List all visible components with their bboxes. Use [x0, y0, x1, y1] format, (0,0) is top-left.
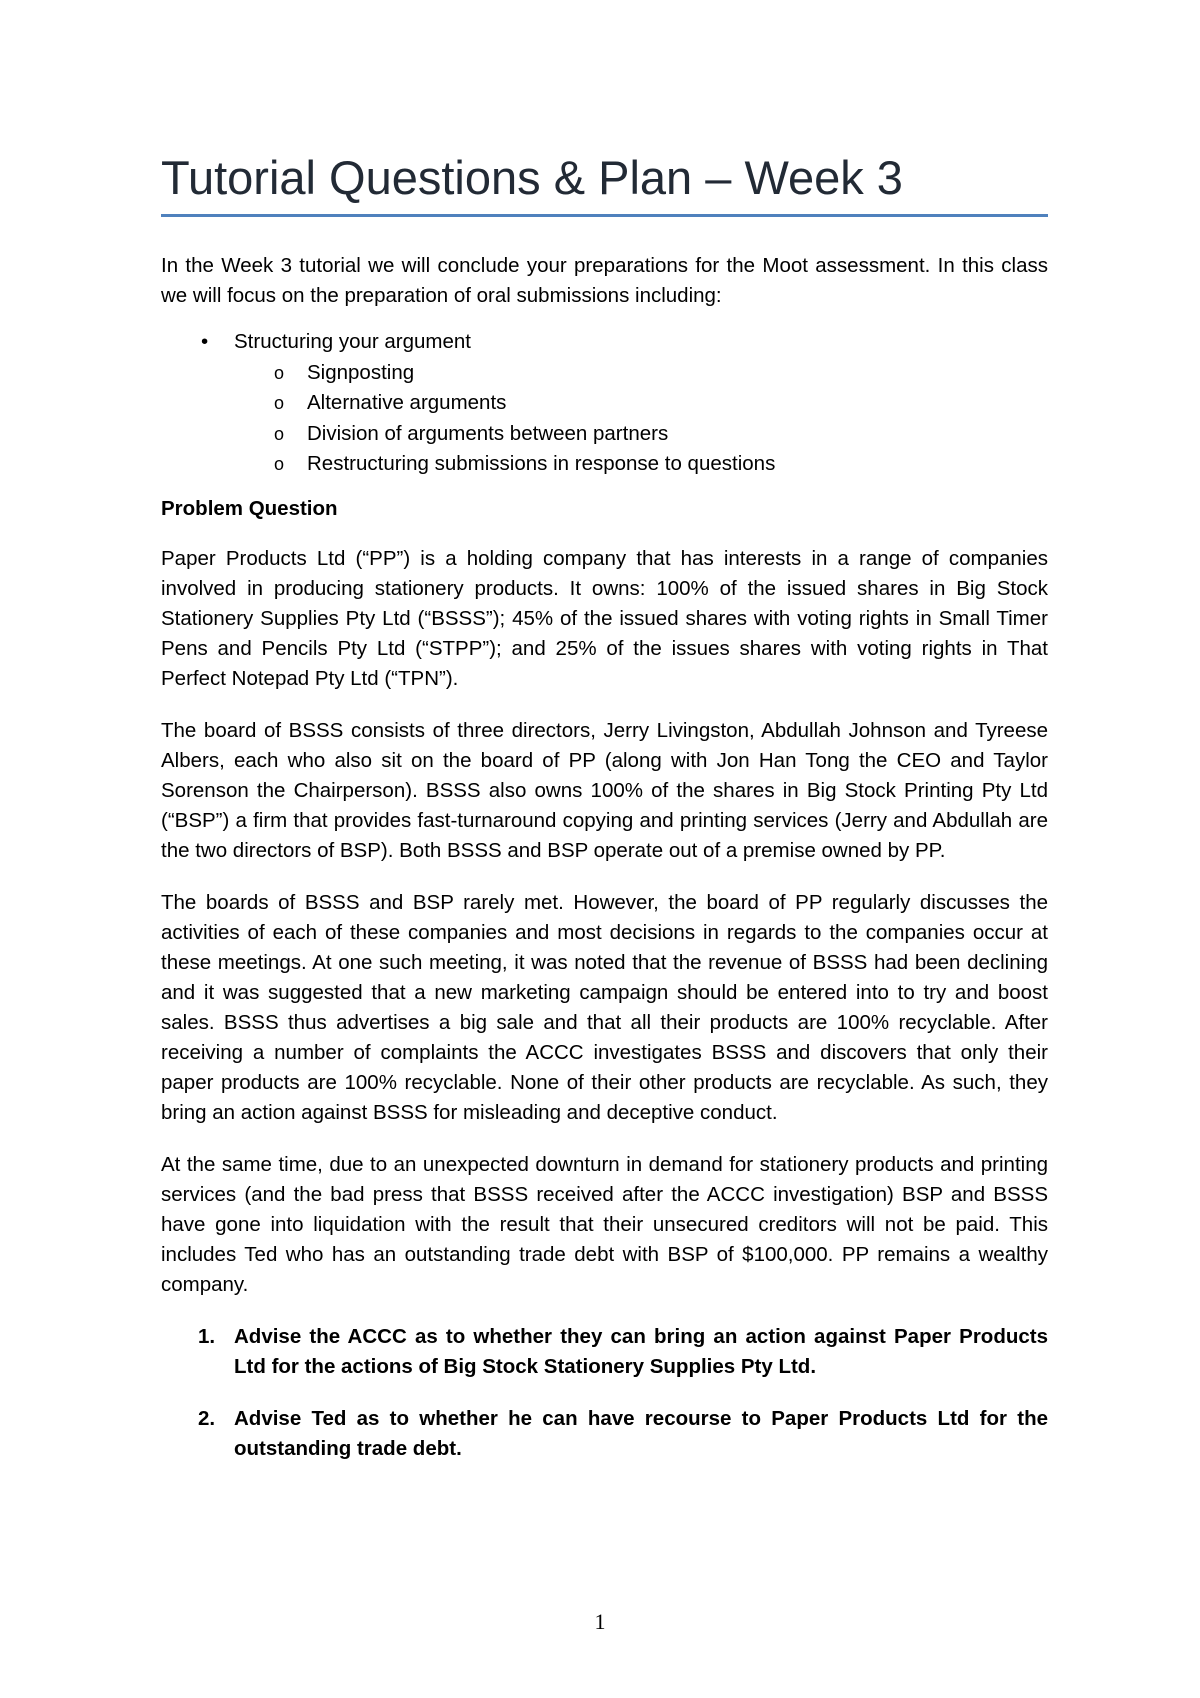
list-item-text: Structuring your argument: [234, 330, 472, 353]
question-number: 2.: [198, 1406, 216, 1430]
circle-bullet-icon: o: [274, 393, 285, 413]
bullet-icon: •: [201, 330, 209, 353]
sub-topic-list: [234, 358, 1048, 480]
question-item: [198, 1404, 1048, 1464]
question-number: 1.: [198, 1324, 216, 1348]
sub-list-item: [274, 388, 1048, 419]
problem-question-heading: Problem Question: [161, 496, 338, 520]
body-paragraph: The boards of BSSS and BSP rarely met. However, the board of PP regularly discusses the activities of each of these companies and most decisions in regards to the companies occur at these meetings. At one such meeting, it was noted that the revenue of BSSS had been declining and it was suggested that a new marketing campaign should be entered into to try and boost sales. BSSS thus advertises a big sale and that all their products are 100% recyclable. After receiving a number of complaints the ACCC investigates BSSS and discovers that only their paper products are 100% recyclable. None of their other products are recyclable. As such, they bring an action against BSSS for misleading and deceptive conduct.: [161, 890, 1048, 1124]
sub-list-item-text: Signposting: [307, 360, 415, 384]
topic-list: [161, 327, 1048, 480]
question-text: Advise Ted as to whether he can have recourse to Paper Products Ltd for the outstanding trade debt.: [234, 1406, 1048, 1460]
sub-list-item: [274, 449, 1048, 480]
sub-list-item-text: Alternative arguments: [307, 391, 507, 414]
page-number: 1: [594, 1609, 606, 1634]
circle-bullet-icon: o: [274, 362, 285, 383]
sub-list-item-text: Division of arguments between partners: [307, 421, 669, 445]
question-item: [198, 1322, 1048, 1382]
question-list: [161, 1322, 1048, 1464]
body-paragraph: At the same time, due to an unexpected downturn in demand for stationery products and printing services (and the bad press that BSSS received after the ACCC investigation) BSP and BSSS have gone into liquidation with the result that their unsecured creditors will not be paid. This includes Ted who has an outstanding trade debt with BSP of $100,000. PP remains a wealthy company.: [161, 1152, 1048, 1296]
page-content: [161, 150, 1048, 1486]
circle-bullet-icon: o: [274, 423, 285, 444]
title-underline: [161, 214, 1048, 217]
intro-paragraph: In the Week 3 tutorial we will conclude your preparations for the Moot assessment. In this class we will focus on the preparation of oral submissions including:: [161, 254, 1048, 307]
sub-list-item: [274, 419, 1048, 450]
list-item: [201, 327, 1048, 480]
body-paragraph: The board of BSSS consists of three directors, Jerry Livingston, Abdullah Johnson and Tyreese Albers, each who also sit on the board of PP (along with Jon Han Tong the CEO and Taylor Sorenson the Chairperson). BSSS also owns 100% of the shares in Big Stock Printing Pty Ltd (“BSP”) a firm that provides fast-turnaround copying and printing services (Jerry and Abdullah are the two directors of BSP). Both BSSS and BSP operate out of a premise owned by PP.: [161, 718, 1048, 862]
sub-list-item: [274, 358, 1048, 389]
sub-list-item-text: Restructuring submissions in response to questions: [307, 452, 776, 475]
page-title: Tutorial Questions & Plan – Week 3: [161, 151, 903, 204]
question-text: Advise the ACCC as to whether they can bring an action against Paper Products Ltd for the actions of Big Stock Stationery Supplies Pty Ltd.: [234, 1324, 1048, 1378]
body-paragraph: Paper Products Ltd (“PP”) is a holding company that has interests in a range of companies involved in producing stationery products. It owns: 100% of the issued shares in Big Stock Stationery Supplies Pty Ltd (“BSSS”); 45% of the issued shares with voting rights in Small Timer Pens and Pencils Pty Ltd (“STPP”); and 25% of the issues shares with voting rights in That Perfect Notepad Pty Ltd (“TPN”).: [161, 546, 1048, 690]
circle-bullet-icon: o: [274, 454, 285, 474]
